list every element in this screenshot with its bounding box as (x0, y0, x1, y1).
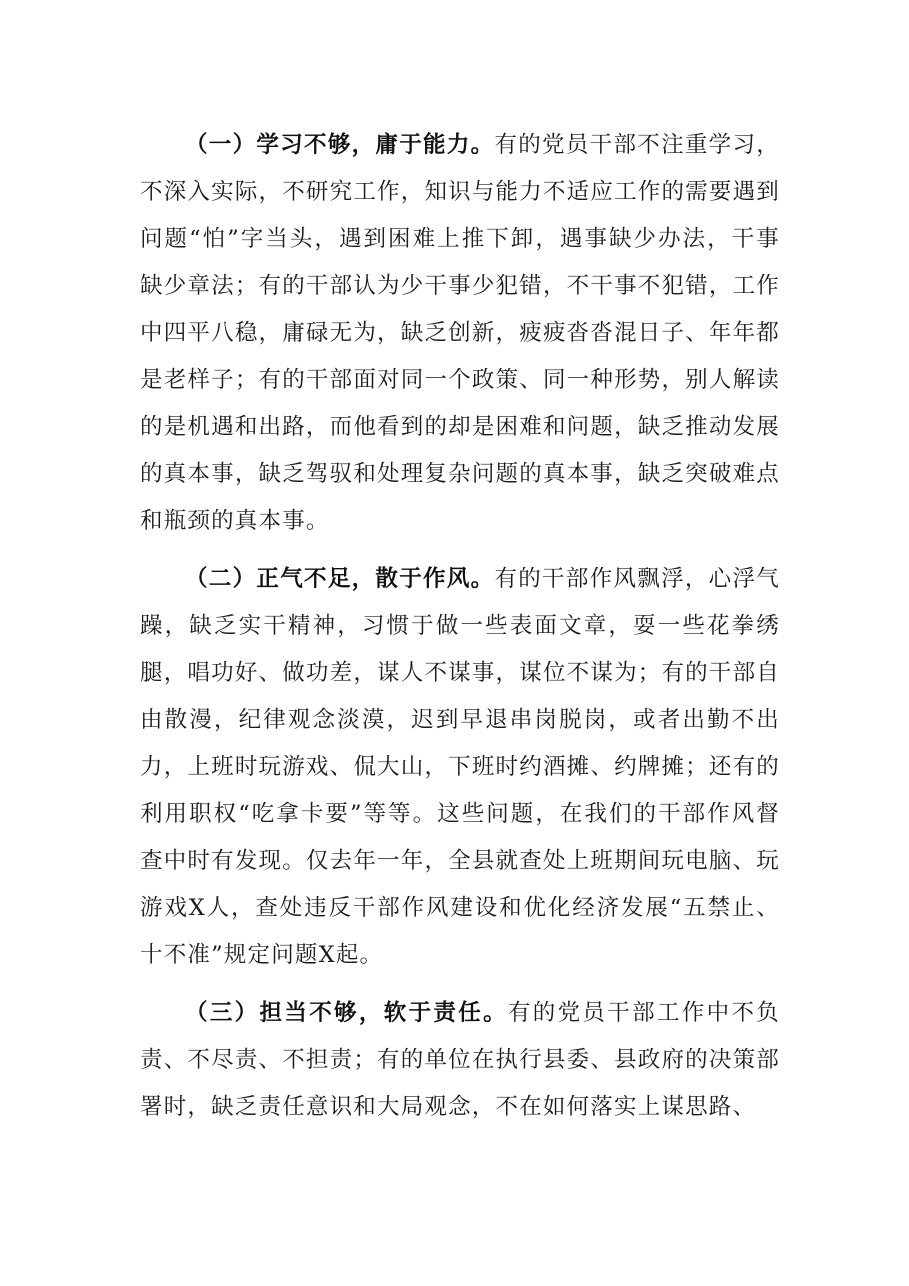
paragraph-1-text: 有的党员干部不注重学习，不深入实际，不研究工作，知识与能力不适应工作的需要遇到问题“怕”字当头，遇到困难上推下卸，遇事缺少办法，干事缺少章法；有的干部认为少干事少犯错，不干事不犯错，工作中四平八稳，庸碌无为，缺乏创新，疲疲沓沓混日子、年年都是老样子；有的干部面对同一个政策、同一种形势，别人解读的是机遇和出路，而他看到的却是困难和问题，缺乏推动发展的真本事，缺乏驾驭和处理复杂问题的真本事，缺乏突破难点和瓶颈的真本事。 (140, 132, 780, 534)
paragraph-2-heading: （二）正气不足，散于作风。 (185, 566, 495, 592)
paragraph-3 (140, 990, 780, 1131)
paragraph-3-text: 有的党员干部工作中不负责、不尽责、不担责；有的单位在执行县委、县政府的决策部署时，缺乏责任意识和大局观念，不在如何落实上谋思路、 (140, 1000, 780, 1120)
paragraph-2 (140, 556, 780, 979)
paragraph-1 (140, 122, 780, 545)
paragraph-2-text: 有的干部作风飘浮，心浮气躁，缺乏实干精神，习惯于做一些表面文章，耍一些花拳绣腿，唱功好、做功差，谋人不谋事，谋位不谋为；有的干部自由散漫，纪律观念淡漠，迟到早退串岗脱岗，或者出勤不出力，上班时玩游戏、侃大山，下班时约酒摊、约牌摊；还有的利用职权“吃拿卡要”等等。这些问题，在我们的干部作风督查中时有发现。仅去年一年，全县就查处上班期间玩电脑、玩游戏X人，查处违反干部作风建设和优化经济发展“五禁止、十不准”规定问题X起。 (140, 566, 780, 968)
paragraph-1-heading: （一）学习不够，庸于能力。 (185, 132, 495, 158)
document-body (140, 122, 780, 1131)
paragraph-3-heading: （三）担当不够，软于责任。 (185, 1000, 508, 1026)
